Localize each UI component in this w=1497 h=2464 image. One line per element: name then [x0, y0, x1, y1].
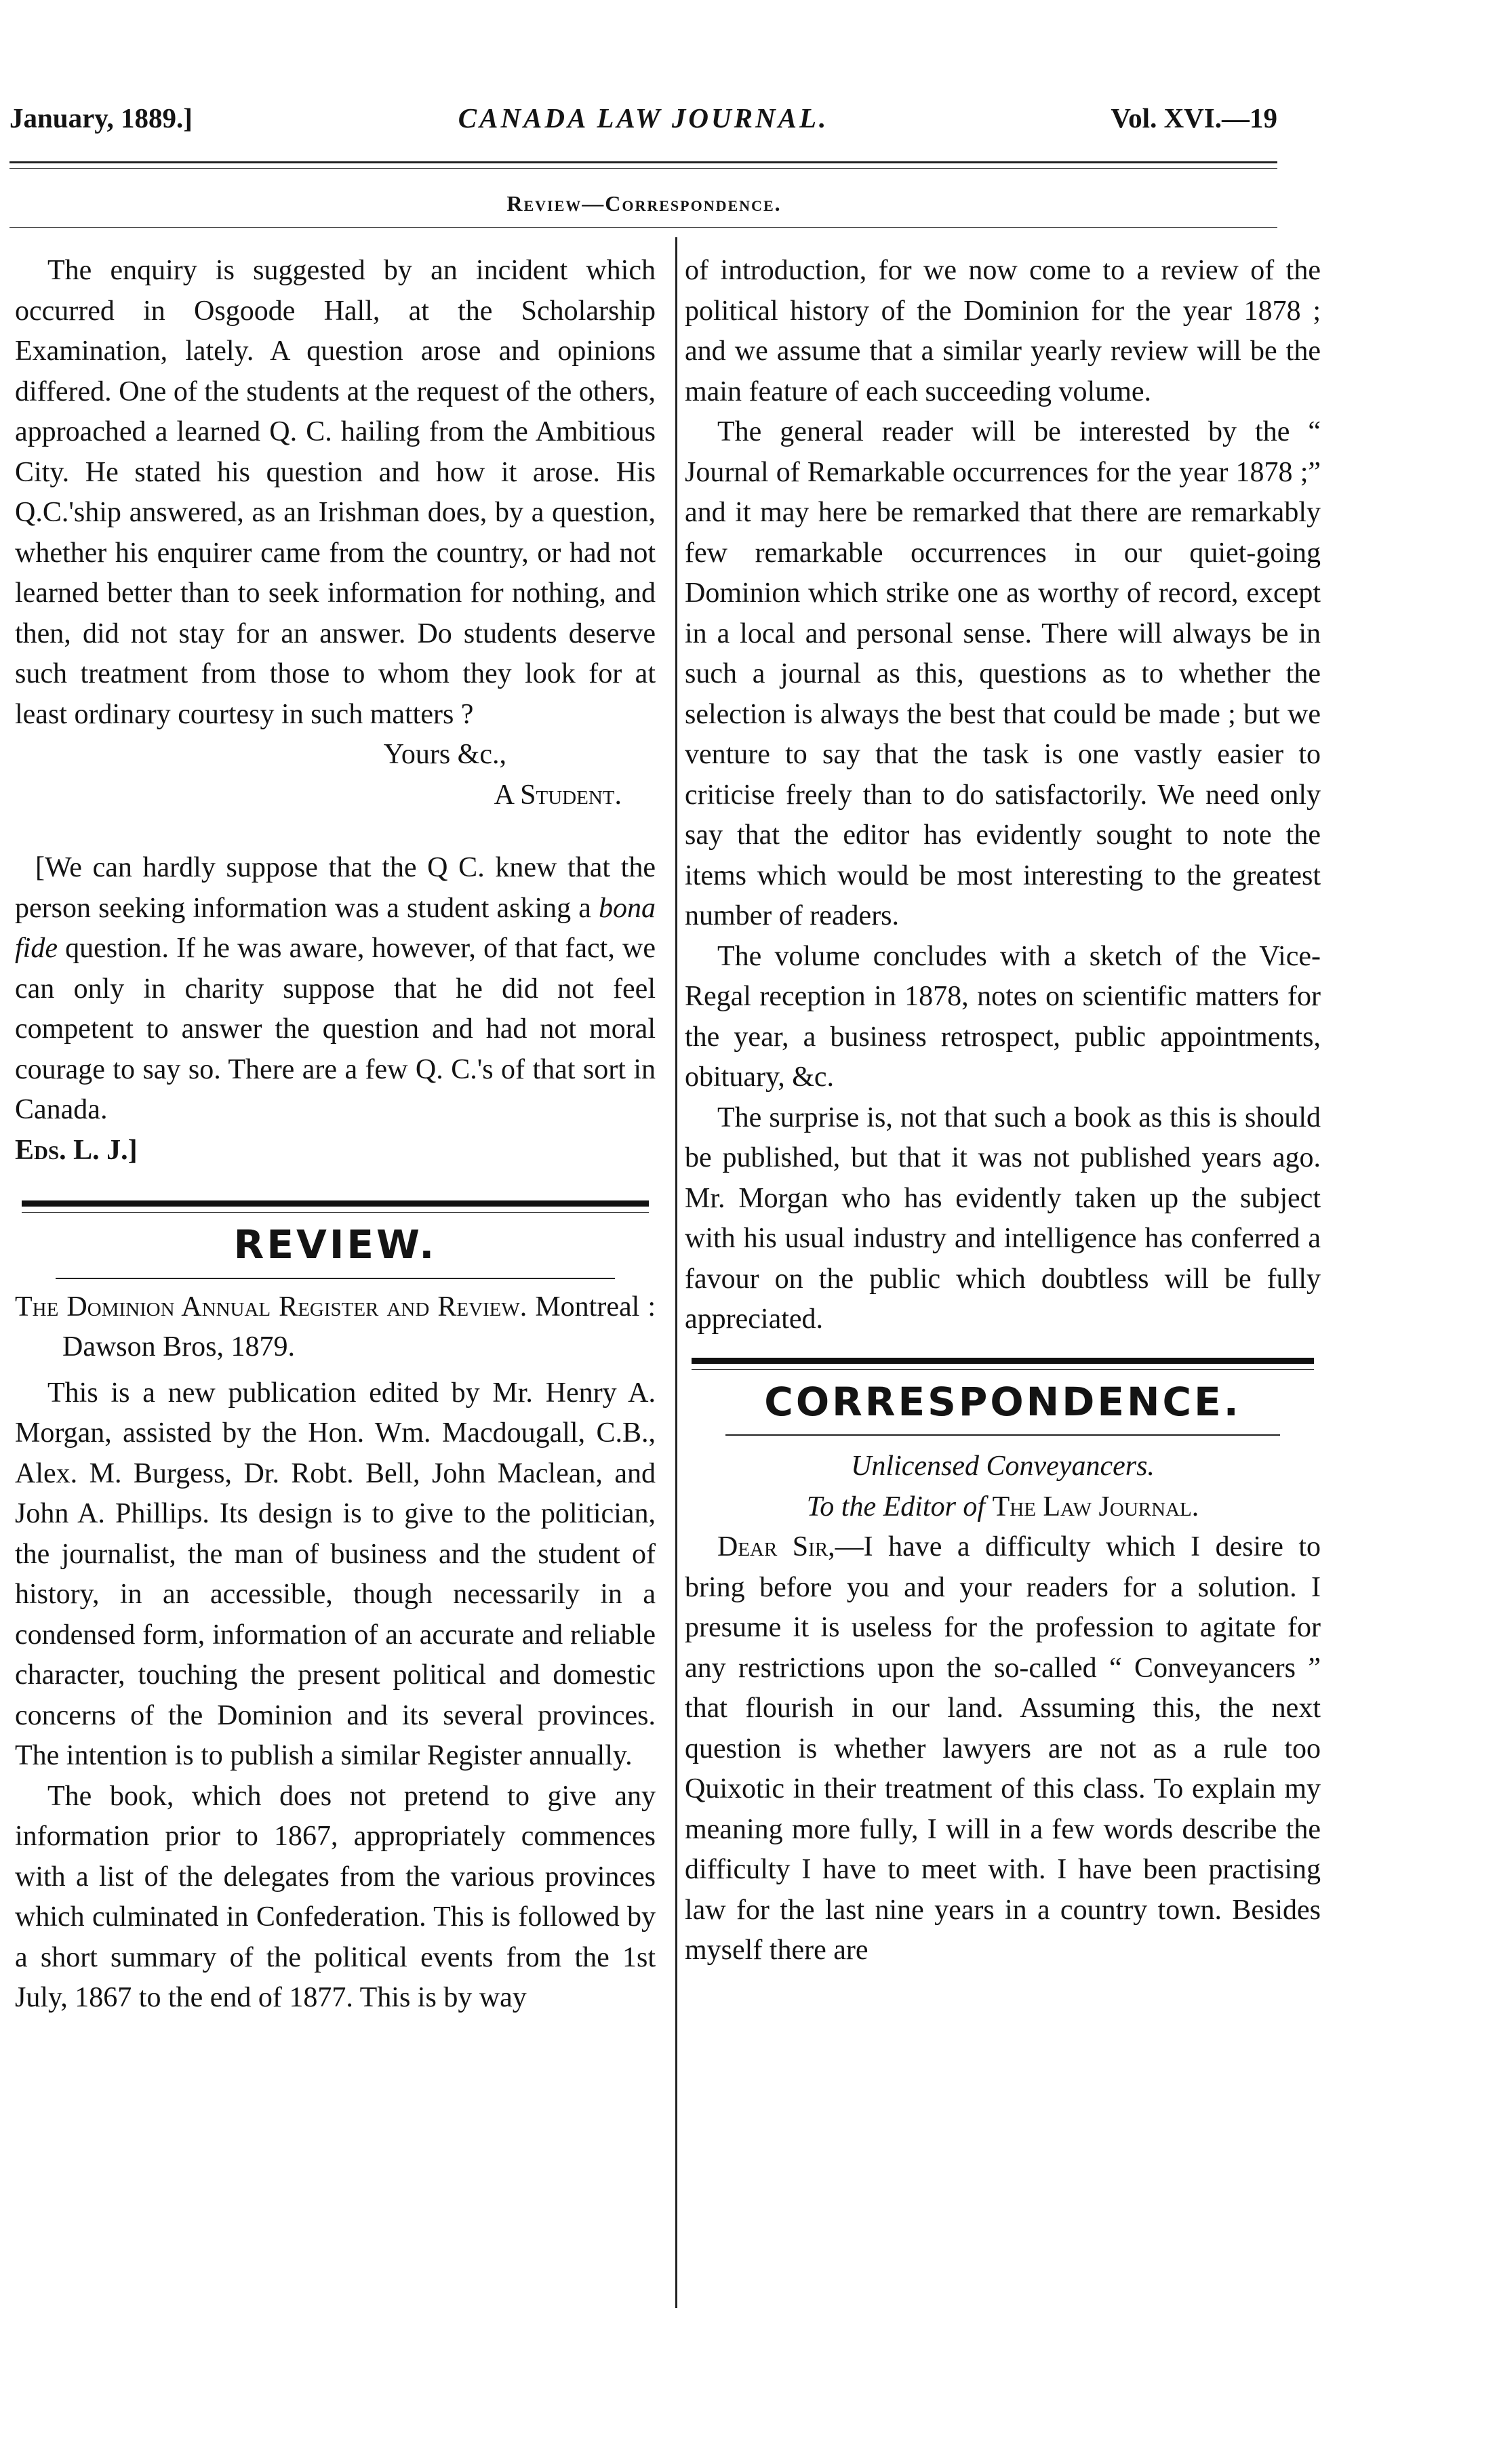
- header-rule: [9, 161, 1277, 163]
- letter-salutation: Dear Sir,: [717, 1531, 835, 1562]
- review-paragraph-4: The volume concludes with a sketch of the Vice-Regal reception in 1878, notes on scientific matters for the year, a business retrospect, public appointments, obituary, &c.: [685, 940, 1321, 1093]
- letter-signature-name: A Student.: [494, 779, 622, 811]
- book-publisher: Montreal : Dawson Bros, 1879.: [62, 1291, 656, 1362]
- review-heading: REVIEW.: [233, 1221, 437, 1268]
- letter-body-text: —I have a difficulty which I desire to bring before you and your readers for a solution. I presume it is useless for the profession to agitate for any restrictions upon the so-called “ Conveyancers ” that flourish in our land. Assuming this, the next question is whether lawyers are not as a rule too Quixotic in their treatment of this class. To explain my meaning more fully, I will in a few words describe the difficulty I have to meet with. I have been practising law for the last nine years in a country town. Besides myself there are: [685, 1531, 1321, 1966]
- book-citation: [15, 1287, 656, 1368]
- section-break-rule: [692, 1358, 1314, 1364]
- section-break-rule: [22, 1200, 649, 1207]
- review-paragraph-1: This is a new publication edited by Mr. Henry A. Morgan, assisted by the Hon. Wm. Macdougall, C.B., Alex. M. Burgess, Dr. Robt. Bell, John Maclean, and John A. Phillips. Its design is to give to the politician, the journalist, the man of business and the student of history, in an accessible, though necessarily in a condensed form, information of an accurate and reliable character, touching the present political and domestic concerns of the Dominion and its several provinces. The intention is to publish a similar Register annually.: [15, 1377, 656, 1771]
- left-column: [15, 251, 656, 2019]
- letter-address-journal: The Law Journal.: [992, 1491, 1199, 1522]
- letter-address: [685, 1487, 1321, 1528]
- letter-body: [685, 1527, 1321, 1971]
- correspondence-heading: CORRESPONDENCE.: [764, 1378, 1241, 1425]
- editors-signature: Eds. L. J.]: [15, 1134, 138, 1166]
- editors-note-italic: bona fide: [15, 892, 656, 964]
- review-paragraph-2-continued: of introduction, for we now come to a review of the political history of the Dominion for the year 1878 ; and we assume that a similar yearly review will be the main feature of each succeeding volume.: [685, 255, 1321, 407]
- header-date: January, 1889.]: [9, 102, 193, 134]
- editors-note: [15, 848, 656, 1171]
- editors-note-text-a: [We can hardly suppose that the Q C. knew that the person seeking information was a student asking a: [15, 852, 656, 924]
- review-paragraph-3: The general reader will be interested by the “ Journal of Remarkable occurrences for the year 1878 ;” and it may here be remarked that there are remarkably few remarkable occurrences in our quiet-going Dominion which strike one as worthy of record, except in a local and personal sense. There will always be in such a journal as this, questions as to whether the selection is always the best that could be made ; but we venture to say that the task is one vastly easier to criticise freely than to do satisfactorily. We need only say that the editor has evidently sought to note the items which would be most interesting to the greatest number of readers.: [685, 416, 1321, 931]
- column-divider: [675, 237, 677, 2308]
- running-header: [9, 102, 1277, 149]
- right-column: [685, 251, 1321, 1971]
- review-paragraph-2: The book, which does not pretend to give any information prior to 1867, appropriately commences with a list of the delegates from the various provinces which culminated in Confederation. This is followed by a short summary of the political events from the 1st July, 1867 to the end of 1877. This is by way: [15, 1780, 656, 2013]
- letter-title: Unlicensed Conveyancers.: [851, 1451, 1155, 1482]
- review-paragraph-5: The surprise is, not that such a book as this is should be published, but that it was not published years ago. Mr. Morgan who has evidently taken up the subject with his usual industry and intelligence has conferred a favour on the public which doubtless will be fully appreciated.: [685, 1102, 1321, 1335]
- section-break-rule-thin: [22, 1212, 649, 1213]
- header-rule-thin: [9, 168, 1277, 169]
- letter-signature-closing: Yours &c.,: [383, 739, 506, 770]
- review-heading-rule: [56, 1278, 615, 1279]
- letter-address-prefix: To the Editor of: [806, 1491, 993, 1522]
- header-journal-title: CANADA LAW JOURNAL.: [458, 102, 829, 134]
- section-break-rule-thin: [692, 1369, 1314, 1370]
- section-rule: [9, 227, 1277, 228]
- section-heading: Review—Correspondence.: [506, 191, 782, 216]
- letter-paragraph: The enquiry is suggested by an incident which occurred in Osgoode Hall, at the Scholarship Examination, lately. A question arose and opinions differed. One of the students at the request of the others, approached a learned Q. C. hailing from the Ambitious City. He stated his question and how it arose. His Q.C.'ship answered, as an Irishman does, by a question, whether his enquirer came from the country, or had not learned better than to seek information for nothing, and then, did not stay for an answer. Do students deserve such treatment from those to whom they look for at least ordinary courtesy in such matters ?: [15, 255, 656, 730]
- header-volume: Vol. XVI.—19: [1111, 102, 1277, 134]
- correspondence-heading-rule: [725, 1434, 1280, 1436]
- editors-note-text-b: question. If he was aware, however, of that fact, we can only in charity suppose that he did not feel competent to answer the question and had not moral courage to say so. There are a few Q. C.'s of that sort in Canada.: [15, 933, 656, 1125]
- book-title: The Dominion Annual Register and Review.: [15, 1291, 527, 1322]
